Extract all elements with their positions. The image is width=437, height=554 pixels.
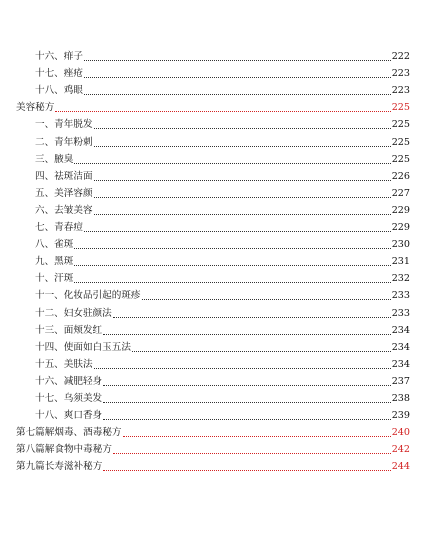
toc-page-number: 232: [391, 273, 410, 285]
toc-entry-title: 二、青年粉刺: [35, 136, 93, 148]
toc-entry-title: 三、腋臭: [35, 153, 74, 165]
toc-entry[interactable]: [16, 63, 410, 80]
toc-entry[interactable]: [16, 302, 410, 319]
toc-entry-title: 十一、化妆品引起的斑疹: [35, 290, 141, 302]
dot-leader: [94, 368, 391, 369]
toc-page-number: 233: [391, 290, 410, 302]
toc-entry[interactable]: [16, 149, 410, 166]
toc-page-number: 222: [391, 51, 410, 63]
toc-entry-title: 五、美泽容颜: [35, 187, 93, 199]
toc-page-number: 226: [391, 170, 410, 182]
toc-entry[interactable]: [16, 251, 410, 268]
toc-page-number: 225: [391, 153, 410, 165]
toc-page-number: 229: [391, 204, 410, 216]
dot-leader: [103, 385, 391, 386]
toc-entry-title: 十、汗斑: [35, 273, 74, 285]
dot-leader: [94, 214, 391, 215]
toc-entry[interactable]: [16, 46, 410, 63]
dot-leader: [103, 334, 391, 335]
toc-entry-title: 十六、减肥轻身: [35, 375, 103, 387]
toc-entry[interactable]: [16, 183, 410, 200]
toc-entry-title: 一、青年脱发: [35, 119, 93, 131]
toc-entry-title: 十八、爽口香身: [35, 410, 103, 422]
toc-entry-title: 第七篇解烟毒、酒毒秘方: [16, 427, 122, 439]
dot-leader: [74, 248, 390, 249]
dot-leader: [84, 94, 391, 95]
toc-page-number: 234: [391, 341, 410, 353]
toc-entry[interactable]: [16, 166, 410, 183]
toc-entry[interactable]: [16, 80, 410, 97]
toc-entry-title: 第九篇长寿滋补秘方: [16, 461, 103, 473]
toc-page-number: 238: [391, 392, 410, 404]
dot-leader: [84, 231, 391, 232]
toc-entry[interactable]: [16, 234, 410, 251]
toc-section-entry[interactable]: [16, 439, 410, 456]
toc-page-number: 223: [391, 85, 410, 97]
toc-entry[interactable]: [16, 114, 410, 131]
toc-page-number: 231: [391, 256, 410, 268]
toc-page-number: 234: [391, 358, 410, 370]
dot-leader: [94, 197, 391, 198]
toc-page-number: 237: [391, 375, 410, 387]
dot-leader: [74, 265, 390, 266]
toc-entry[interactable]: [16, 200, 410, 217]
toc-entry[interactable]: [16, 268, 410, 285]
dot-leader: [132, 351, 391, 352]
toc-page-number: 244: [391, 461, 410, 473]
toc-section-entry[interactable]: [16, 456, 410, 473]
dot-leader: [94, 180, 391, 181]
toc-entry[interactable]: [16, 388, 410, 405]
dot-leader: [103, 402, 391, 403]
dot-leader: [113, 317, 391, 318]
dot-leader: [123, 436, 391, 437]
toc-entry-title: 美容秘方: [16, 102, 55, 114]
toc-entry-title: 十七、痤疮: [35, 68, 83, 80]
dot-leader: [74, 282, 390, 283]
toc-entry-title: 六、去皱美容: [35, 204, 93, 216]
toc-page-number: 240: [391, 427, 410, 439]
dot-leader: [94, 128, 391, 129]
toc-entry[interactable]: [16, 354, 410, 371]
toc-entry[interactable]: [16, 405, 410, 422]
toc-page-number: 225: [391, 136, 410, 148]
toc-section-entry[interactable]: [16, 97, 410, 114]
dot-leader: [84, 77, 391, 78]
toc-entry-title: 十七、乌须美发: [35, 392, 103, 404]
toc-page-number: 242: [391, 444, 410, 456]
table-of-contents: [16, 46, 410, 473]
toc-entry-title: 四、祛斑洁面: [35, 170, 93, 182]
dot-leader: [55, 111, 390, 112]
toc-entry-title: 第八篇解食物中毒秘方: [16, 444, 112, 456]
toc-entry[interactable]: [16, 337, 410, 354]
toc-page-number: 230: [391, 239, 410, 251]
toc-entry[interactable]: [16, 217, 410, 234]
toc-page-number: 233: [391, 307, 410, 319]
dot-leader: [94, 146, 391, 147]
toc-entry-title: 九、黑斑: [35, 256, 74, 268]
dot-leader: [103, 470, 390, 471]
toc-entry[interactable]: [16, 320, 410, 337]
toc-entry-title: 八、雀斑: [35, 239, 74, 251]
toc-page-number: 234: [391, 324, 410, 336]
toc-entry-title: 十二、妇女驻颜法: [35, 307, 112, 319]
toc-page-number: 239: [391, 410, 410, 422]
toc-entry-title: 十八、鸡眼: [35, 85, 83, 97]
toc-entry-title: 十三、面颊发红: [35, 324, 103, 336]
toc-entry[interactable]: [16, 285, 410, 302]
toc-page-number: 223: [391, 68, 410, 80]
dot-leader: [142, 299, 391, 300]
toc-entry-title: 十四、使面如白玉五法: [35, 341, 131, 353]
toc-page-number: 225: [391, 119, 410, 131]
toc-entry-title: 十六、痱子: [35, 51, 83, 63]
toc-page-number: 225: [391, 102, 410, 114]
toc-page-number: 229: [391, 222, 410, 234]
toc-entry-title: 十五、美肤法: [35, 358, 93, 370]
dot-leader: [113, 453, 391, 454]
dot-leader: [84, 60, 391, 61]
toc-page-number: 227: [391, 187, 410, 199]
toc-entry[interactable]: [16, 131, 410, 148]
dot-leader: [74, 163, 390, 164]
toc-section-entry[interactable]: [16, 422, 410, 439]
toc-entry[interactable]: [16, 371, 410, 388]
toc-entry-title: 七、青春痘: [35, 222, 83, 234]
dot-leader: [103, 419, 391, 420]
